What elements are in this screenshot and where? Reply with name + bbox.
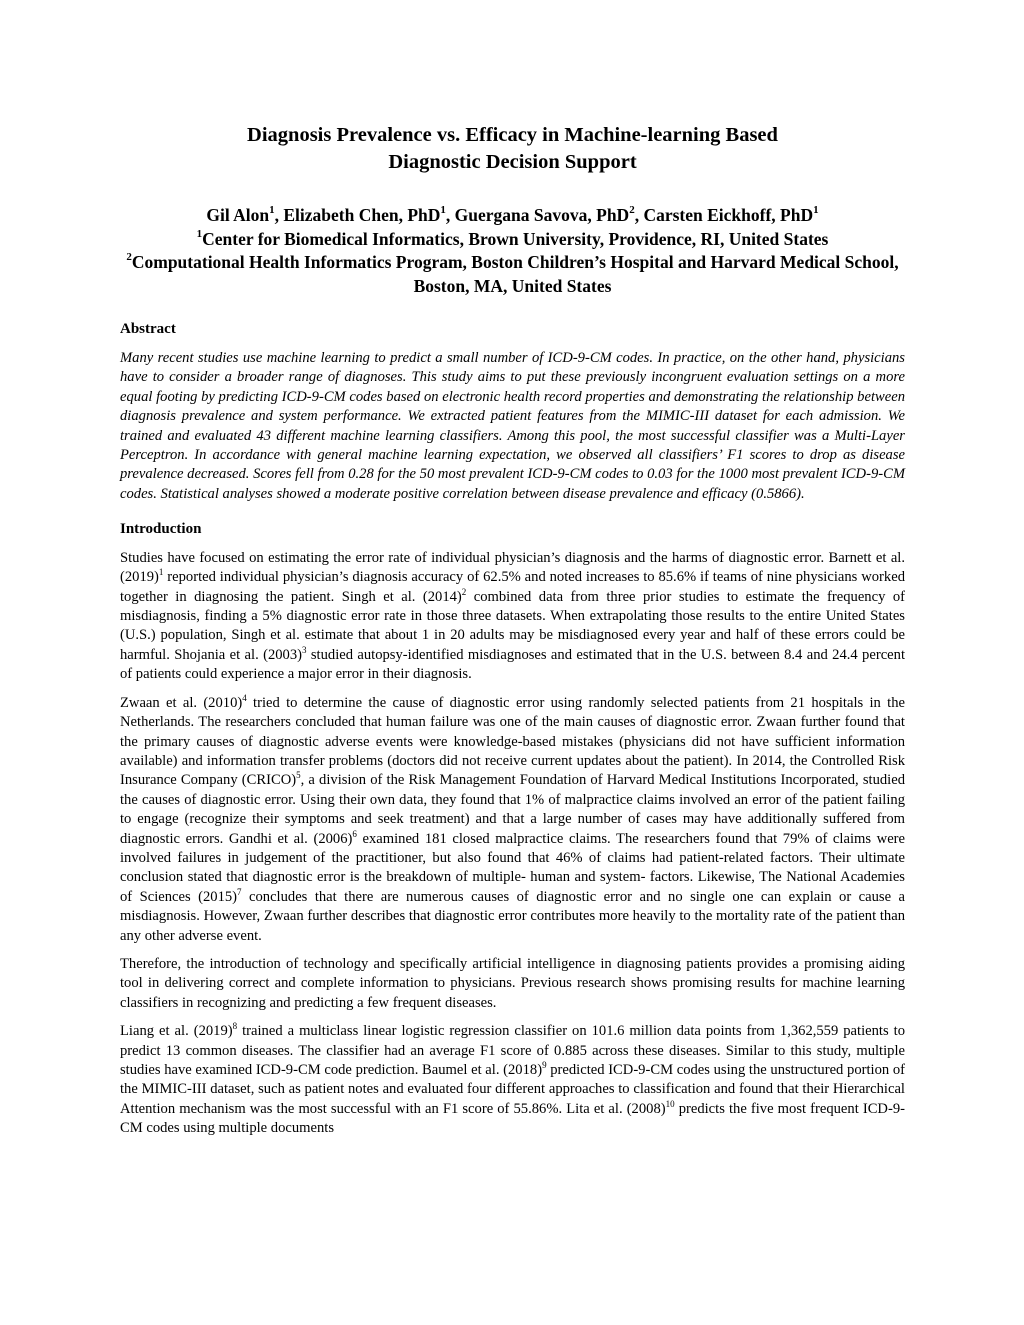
author-separator: , (274, 205, 284, 225)
citation-number: 4 (242, 692, 247, 703)
citation-number: 10 (665, 1098, 675, 1109)
author-affiliation-mark: 2 (629, 204, 635, 217)
introduction-paragraph: Liang et al. $(2019)^8$ trained a multiclass linear logistic regression classifier on 101.6 million data points from 1,362,559 patients to predict 13 common diseases. The classifier had an average F1 score of 0.885 across these diseases. Similar to this study, multiple studies have examined ICD-9-CM code prediction. Baumel et al. $(2018)^9$ predicted ICD-9-CM codes using the unstructured portion of the MIMIC-III dataset, such as patient notes and evaluated four different approaches to classification and found that their Hierarchical Attention mechanism was the most successful with an F1 score of 55.86%. Lita et al. $(2008)^{10}$ predicts the five most frequent ICD-9-CM codes using multiple documents (120, 1021, 905, 1137)
affiliation-number: 2 (126, 251, 132, 264)
affiliation-text: Center for Biomedical Informatics, Brown University, Providence, RI, United States (202, 228, 829, 249)
citation-number: 2 (461, 586, 467, 597)
affiliation-text: Computational Health Informatics Program, Boston Children’s Hospital and Harvard Medical School, Boston, MA, United States (131, 252, 899, 296)
introduction-paragraph: Studies have focused on estimating the error rate of individual physician’s diagnosis and the harms of diagnostic error. Barnett et al. $(2019)^1$ reported individual physician’s diagnosis accuracy of 62.5% and noted increases to 85.6% if teams of nine physicians worked together in diagnosing the patient. Singh et al. $(2014)^2$ combined data from three prior studies to estimate the frequency of misdiagnosis, finding a 5% diagnostic error rate in those three datasets. When extrapolating those results to the entire United States (U.S.) population, Singh et al. estimate that about 1 in 20 adults may be misdiagnosed every year and half of these errors could be harmful. Shojania et al. $(2003)^3$ studied autopsy-identified misdiagnoses and estimated that in the U.S. between 8.4 and 24.4 percent of patients could experience a major error in their diagnosis. (120, 549, 905, 683)
author-list (120, 204, 905, 228)
citation-number: 8 (232, 1021, 238, 1032)
author-separator: , (445, 205, 455, 225)
citation-number: 7 (237, 886, 242, 897)
author-affiliation-mark: 1 (269, 204, 275, 217)
author-affiliation-mark: 1 (440, 204, 446, 217)
citation-number: 5 (296, 770, 301, 781)
title-line-2: Diagnostic Decision Support (388, 151, 637, 173)
paper-title (120, 122, 905, 176)
affiliation-number: 1 (196, 227, 203, 240)
author-name: Gil Alon (206, 205, 270, 225)
introduction-body (120, 549, 905, 1139)
paper-content (120, 122, 905, 1139)
citation-number: 9 (542, 1060, 547, 1071)
affiliation-2 (120, 251, 905, 298)
author-name: Carsten Eickhoff, PhD (643, 205, 814, 225)
author-separator: , (634, 205, 644, 225)
introduction-paragraph: Therefore, the introduction of technology and specifically artificial intelligence in diagnosing patients provides a promising aiding tool in delivering correct and complete information to physicians. Previous research shows promising results for machine learning classifiers in recognizing and predicting a few frequent diseases. (120, 955, 905, 1011)
citation-number: 3 (302, 645, 307, 656)
introduction-paragraph: Zwaan et al. $(2010)^4$ tried to determine the cause of diagnostic error using randomly selected patients from 21 hospitals in the Netherlands. The researchers concluded that human failure was one of the main causes of diagnostic error. Zwaan further found that the primary causes of diagnostic adverse events were knowledge-based mistakes (physicians did not have sufficient information available) and information transfer problems (doctors did not receive current updates about the patient). In 2014, the Controlled Risk Insurance Company (CRICO)$^5$, a division of the Risk Management Foundation of Harvard Medical Institutions Incorporated, studied the causes of diagnostic error. Using their own data, they found that 1% of malpractice claims involved an error of the patient failing to engage (recognize their symptoms and seek treatment) and that a large number of cases may have additionally suffered from diagnostic errors. Gandhi et al. $(2006)^6$ examined 181 closed malpractice claims. The researchers found that 79% of claims were involved failures in judgement of the practitioner, but also found that 46% of claims had patient-related factors. Their ultimate conclusion stated that diagnostic error is the breakdown of multiple- human and system- factors. Likewise, The National Academies of Sciences $(2015)^7$ concludes that there are numerous causes of diagnostic error and no single one can explain or cause a misdiagnosis. However, Zwaan further describes that diagnostic error contributes more heavily to the mortality rate of the patient than any other adverse event. (120, 692, 906, 944)
title-line-1: Diagnosis Prevalence vs. Efficacy in Machine-learning Based (247, 124, 778, 146)
author-name: Guergana Savova, PhD (454, 205, 630, 225)
author-block (120, 204, 905, 298)
affiliation-1 (120, 228, 905, 252)
citation-number: 6 (352, 828, 357, 839)
author-affiliation-mark: 1 (813, 204, 819, 217)
abstract-heading: Abstract (120, 321, 176, 337)
author-name: Elizabeth Chen, PhD (283, 205, 441, 225)
citation-number: 1 (158, 567, 164, 578)
abstract-text: Many recent studies use machine learning to predict a small number of ICD-9-CM codes. In practice, on the other hand, physicians have to consider a broader range of diagnoses. This study aims to put these previously incongruent evaluation settings on a more equal footing by predicting ICD-9-CM codes based on electronic health record properties and demonstrating the relationship between diagnosis prevalence and system performance. We extracted patient features from the MIMIC-III dataset for each admission. We trained and evaluated 43 different machine learning classifiers. Among this pool, the most successful classifier was a Multi-Layer Perceptron. In accordance with general machine learning expectation, we observed all classifiers’ F1 scores to drop as disease prevalence decreased. Scores fell from 0.28 for the 50 most prevalent ICD-9-CM codes to 0.03 for the 1000 most prevalent ICD-9-CM codes. Statistical analyses showed a moderate positive correlation between disease prevalence and efficacy (0.5866). (120, 350, 905, 502)
introduction-heading: Introduction (120, 520, 202, 537)
